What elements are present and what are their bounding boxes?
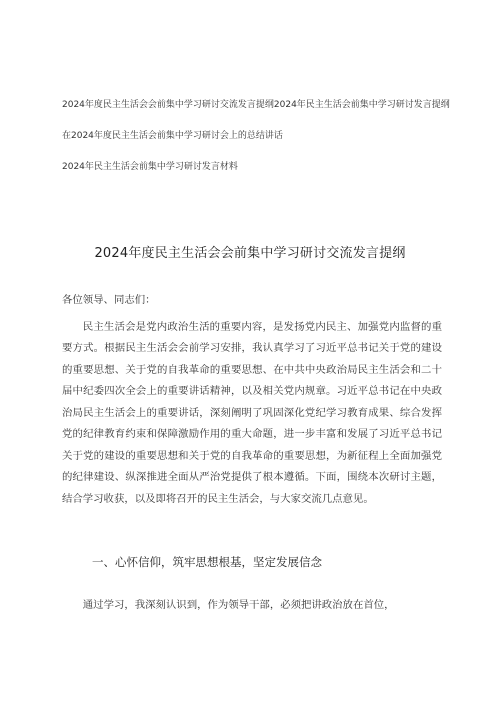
toc-item[interactable]: 2024年民主生活会前集中学习研讨发言材料 <box>62 162 238 172</box>
document-body <box>62 290 442 510</box>
salutation: 各位领导、同志们： <box>62 294 156 306</box>
body-paragraph: 民主生活会是党内政治生活的重要内容，是发扬党内民主、加强党内监督的重要方式。根据民主生活会会前学习安排，我认真学习了习近平总书记关于党的建设的重要思想、关于党的自我革命的重要思想、在中共中央政治局民主生活会和二十届中纪委四次全会上的重要讲话精神，以及相关党内规章。习近平总书记在中央政治局民主生活会上的重要讲话，深刻阐明了巩固深化党纪学习教育成果、综合发挥党的纪律教育约束和保障激励作用的重大命题，进一步丰富和发展了习近平总书记关于党的建设的重要思想和关于党的自我革命的重要思想，为新征程上全面加强党的纪律建设、纵深推进全面从严治党提供了根本遵循。下面，围绕本次研讨主题，结合学习收获，以及即将召开的民主生活会，与大家交流几点意见。 <box>62 320 442 505</box>
toc-item[interactable]: 在2024年度民主生活会前集中学习研讨会上的总结讲话 <box>62 131 283 141</box>
section-heading: 一、心怀信仰，筑牢思想根基，坚定发展信念 <box>92 555 322 569</box>
toc-item[interactable]: 2024年度民主生活会会前集中学习研讨交流发言提纲2024年民主生活会前集中学习研讨发言提纲 <box>62 100 450 110</box>
table-of-contents <box>62 97 452 175</box>
body-paragraph: 通过学习，我深刻认识到，作为领导干部，必须把讲政治放在首位， <box>82 599 395 611</box>
document-title: 2024年度民主生活会会前集中学习研讨交流发言提纲 <box>94 246 406 261</box>
